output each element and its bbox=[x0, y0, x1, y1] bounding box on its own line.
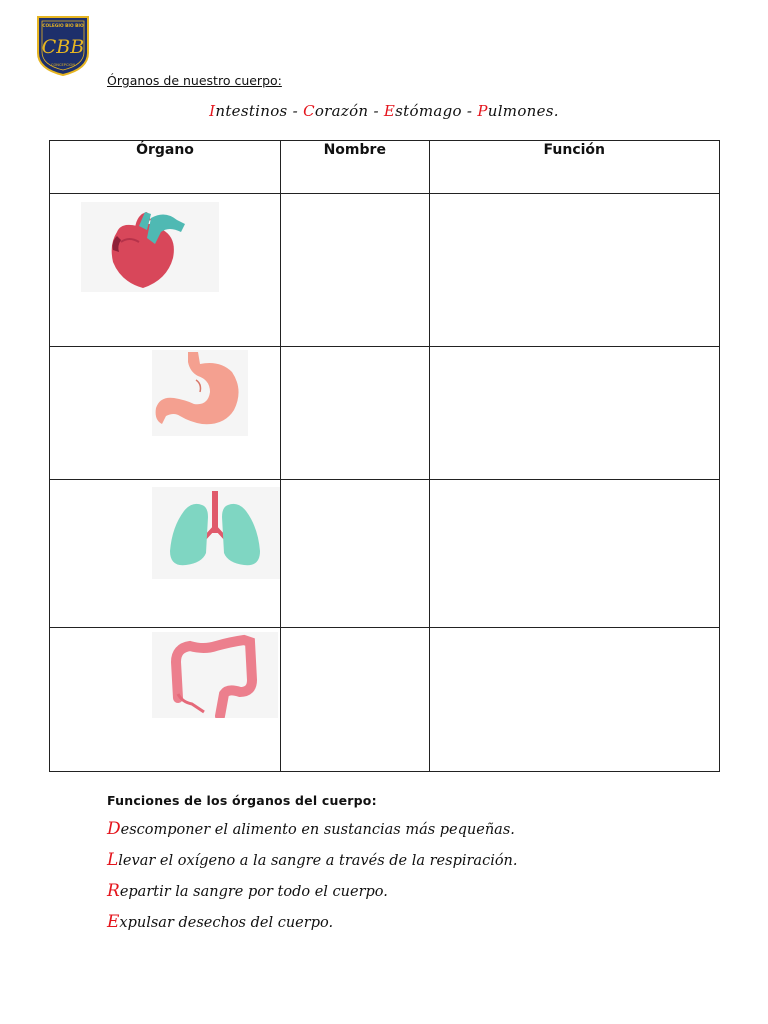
function-item bbox=[107, 876, 747, 907]
page-title: Órganos de nuestro cuerpo: bbox=[107, 73, 282, 88]
nombre-cell[interactable] bbox=[281, 347, 430, 480]
functions-title: Funciones de los órganos del cuerpo: bbox=[107, 793, 377, 808]
header-funcion: Función bbox=[429, 141, 719, 194]
word-bank bbox=[0, 102, 768, 120]
stomach-icon bbox=[152, 350, 248, 436]
nombre-cell[interactable] bbox=[281, 628, 430, 772]
organ-cell bbox=[50, 628, 281, 772]
lungs-image bbox=[152, 487, 280, 579]
table-row bbox=[50, 194, 720, 347]
funcion-cell[interactable] bbox=[429, 347, 719, 480]
function-initial: L bbox=[107, 850, 119, 870]
functions-section bbox=[107, 793, 747, 938]
word-initial: P bbox=[477, 102, 488, 120]
word-initial: I bbox=[209, 102, 216, 120]
organ-cell bbox=[50, 480, 281, 628]
word-initial: E bbox=[383, 102, 396, 120]
word-separator: - bbox=[461, 102, 478, 120]
header-organo: Órgano bbox=[50, 141, 281, 194]
word-separator: - bbox=[287, 102, 304, 120]
function-initial: D bbox=[107, 819, 121, 839]
function-item bbox=[107, 814, 747, 845]
heart-icon bbox=[81, 202, 219, 292]
word-rest: stómago bbox=[395, 102, 462, 120]
logo-monogram: CBB bbox=[41, 36, 85, 58]
word-rest: orazón bbox=[314, 102, 369, 120]
funcion-cell[interactable] bbox=[429, 628, 719, 772]
heart-image bbox=[81, 202, 219, 292]
function-text: escomponer el alimento en sustancias más pequeñas. bbox=[120, 822, 515, 838]
table-row bbox=[50, 347, 720, 480]
school-crest-icon bbox=[36, 15, 90, 77]
nombre-cell[interactable] bbox=[281, 194, 430, 347]
table-row bbox=[50, 628, 720, 772]
table-header-row bbox=[50, 141, 720, 194]
table-row bbox=[50, 480, 720, 628]
organ-cell bbox=[50, 347, 281, 480]
stomach-image bbox=[152, 350, 248, 436]
header-nombre: Nombre bbox=[281, 141, 430, 194]
intestines-icon bbox=[152, 632, 278, 718]
function-text: levar el oxígeno a la sangre a través de la respiración. bbox=[118, 853, 518, 869]
function-initial: E bbox=[107, 912, 120, 932]
logo-subtext: CONCEPCION bbox=[50, 63, 76, 67]
word-separator: - bbox=[368, 102, 384, 120]
organ-cell bbox=[50, 194, 281, 347]
school-logo bbox=[36, 15, 90, 77]
intestines-image bbox=[152, 632, 278, 718]
word-initial: C bbox=[303, 102, 315, 120]
function-text: epartir la sangre por todo el cuerpo. bbox=[119, 884, 388, 900]
word-rest: ntestinos bbox=[215, 102, 288, 120]
function-text: xpulsar desechos del cuerpo. bbox=[119, 915, 334, 931]
function-item bbox=[107, 845, 747, 876]
logo-text: COLEGIO BIO BIO bbox=[42, 24, 84, 29]
function-initial: R bbox=[107, 881, 120, 901]
organs-table bbox=[49, 140, 720, 772]
lungs-icon bbox=[152, 487, 280, 579]
nombre-cell[interactable] bbox=[281, 480, 430, 628]
funcion-cell[interactable] bbox=[429, 194, 719, 347]
function-item bbox=[107, 907, 747, 938]
funcion-cell[interactable] bbox=[429, 480, 719, 628]
word-rest: ulmones. bbox=[487, 102, 559, 120]
